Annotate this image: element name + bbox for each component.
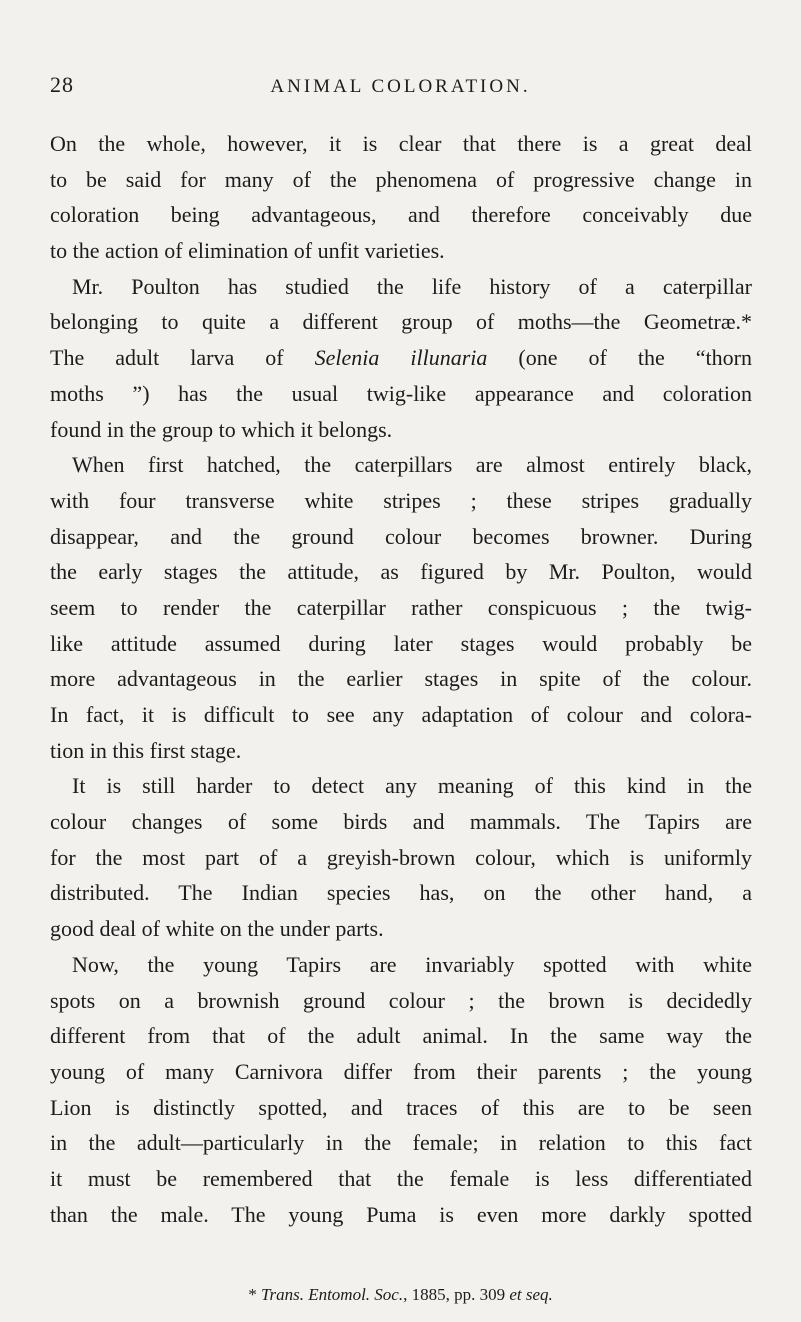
text-line: like attitude assumed during later stages would probably be: [50, 630, 752, 656]
text-line: disappear, and the ground colour becomes browner. During: [50, 523, 752, 549]
text-line: in the adult—particularly in the female; in relation to this fact: [50, 1130, 752, 1156]
text-line: than the male. The young Puma is even more darkly spotted: [50, 1201, 752, 1227]
footnote-citation: , 1885, pp. 309: [403, 1285, 510, 1304]
text-line: moths ”) has the usual twig-like appearance and coloration: [50, 380, 752, 406]
text-line: colour changes of some birds and mammals. The Tapirs are: [50, 809, 752, 835]
running-title: ANIMAL COLORATION.: [270, 76, 531, 97]
text-line: On the whole, however, it is clear that there is a great deal: [50, 131, 752, 156]
text-line: found in the group to which it belongs.: [50, 416, 393, 442]
footnote: [0, 1285, 801, 1305]
text-line: Mr. Poulton has studied the life history of a caterpillar: [72, 273, 752, 299]
text-line: good deal of white on the under parts.: [50, 916, 384, 942]
text-line: with four transverse white stripes ; these stripes gradually: [50, 487, 752, 513]
text-line: Lion is distinctly spotted, and traces of this are to be seen: [50, 1094, 752, 1120]
text-line: it must be remembered that the female is less differentiated: [50, 1165, 752, 1191]
footnote-et-seq: et seq.: [509, 1285, 553, 1304]
text-line: When first hatched, the caterpillars are almost entirely black,: [72, 452, 752, 478]
text-line: for the most part of a greyish-brown colour, which is uniformly: [50, 844, 752, 870]
text-line: Now, the young Tapirs are invariably spotted with white: [72, 951, 752, 977]
text-line: the early stages the attitude, as figured by Mr. Poulton, would: [50, 559, 752, 585]
text-line: It is still harder to detect any meaning of this kind in the: [72, 773, 752, 799]
text-line: tion in this first stage.: [50, 737, 242, 763]
page-number: 28: [50, 72, 74, 97]
line-suffix: (one of the “thorn: [487, 345, 752, 371]
footnote-journal: Trans. Entomol. Soc.: [260, 1285, 404, 1304]
text-line: more advantageous in the earlier stages in spite of the colour.: [50, 666, 752, 692]
text-line: distributed. The Indian species has, on the other hand, a: [50, 880, 752, 906]
text-line: to be said for many of the phenomena of progressive change in: [50, 166, 752, 192]
text-line: coloration being advantageous, and therefore conceivably due: [50, 202, 752, 228]
text-line: young of many Carnivora differ from their parents ; the young: [50, 1058, 752, 1084]
text-line: to the action of elimination of unfit varieties.: [50, 238, 445, 264]
text-line: seem to render the caterpillar rather conspicuous ; the twig-: [50, 594, 752, 620]
text-line: different from that of the adult animal. In the same way the: [50, 1023, 752, 1049]
text-line: In fact, it is difficult to see any adaptation of colour and colora-: [50, 702, 752, 727]
body-text: [50, 126, 752, 1232]
footnote-marker: *: [248, 1285, 257, 1304]
line-prefix: The adult larva of: [50, 345, 315, 371]
text-line: belonging to quite a different group of moths—the Geometræ.*: [50, 309, 752, 335]
text-line: spots on a brownish ground colour ; the brown is decidedly: [50, 987, 752, 1013]
species-name: Selenia illunaria: [314, 345, 488, 371]
text-line-with-italic: [50, 340, 752, 376]
